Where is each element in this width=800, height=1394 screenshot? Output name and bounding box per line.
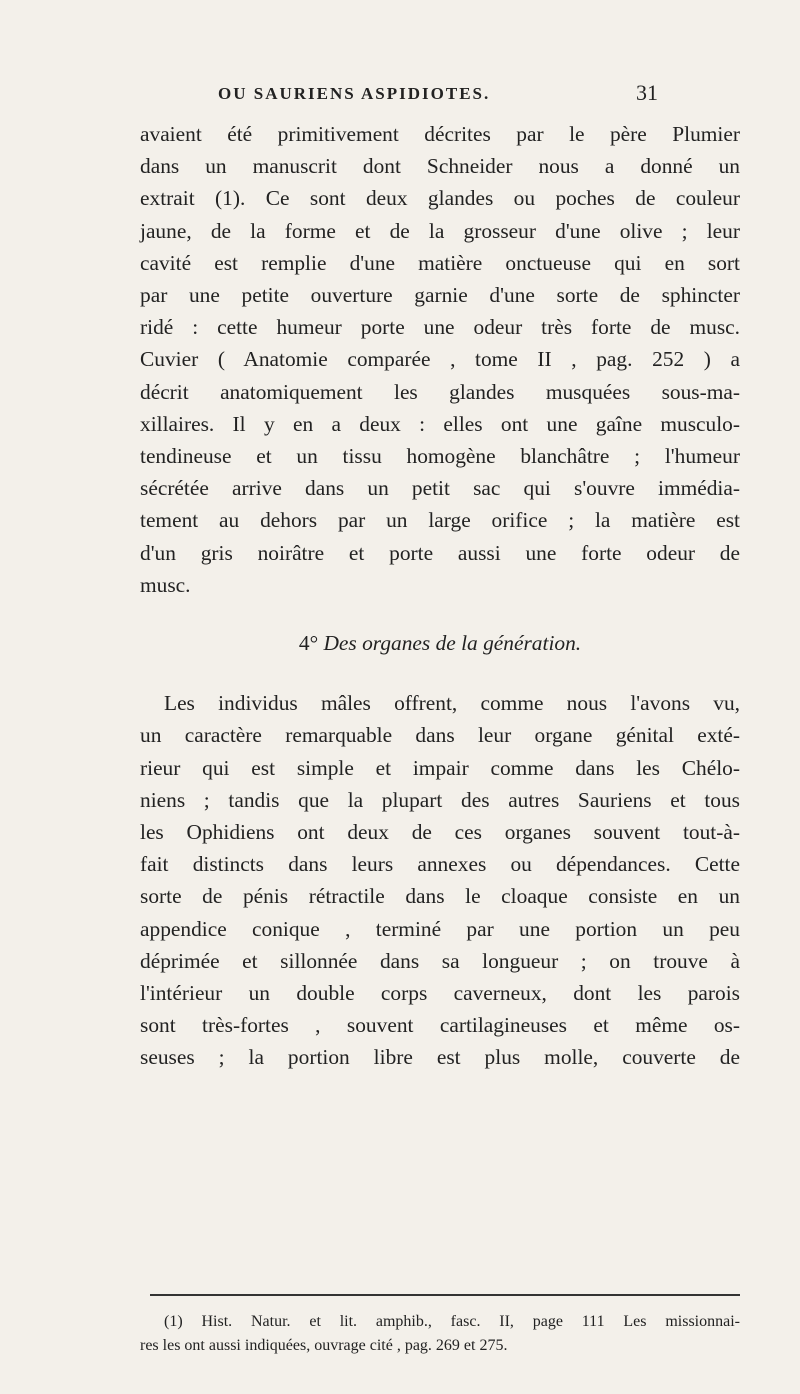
text-line: niens ; tandis que la plupart des autres Sauriens et tous [140,787,740,812]
text-line: sécrétée arrive dans un petit sac qui s'ouvre immédia- [140,476,740,501]
running-header [218,80,658,114]
text-line: Les individus mâles offrent, comme nous l'avons vu, [164,691,740,716]
section-title: Des organes de la génération. [323,631,582,656]
paragraph-generation [140,687,740,1073]
text-line: cavité est remplie d'une matière onctueuse qui en sort [140,250,740,275]
page-number: 31 [636,80,658,105]
text-line: appendice conique , terminé par une portion un peu [140,916,740,941]
section-heading [140,627,740,659]
text-line: Cuvier ( Anatomie comparée , tome II , pag. 252 ) a [140,347,740,372]
text-line: sont très-fortes , souvent cartilagineuses et même os- [140,1013,740,1038]
text-line: avaient été primitivement décrites par le père Plumier [140,122,740,146]
text-line: fait distincts dans leurs annexes ou dépendances. Cette [140,852,740,877]
main-text [140,118,740,1074]
text-line: l'intérieur un double corps caverneux, dont les parois [140,981,740,1006]
text-line: tement au dehors par un large orifice ; la matière est [140,508,740,533]
text-line: par une petite ouverture garnie d'une sorte de sphincter [140,283,740,308]
text-line: xillaires. Il y en a deux : elles ont une gaîne musculo- [140,411,740,436]
text-line: musc. [140,572,191,597]
text-line: sorte de pénis rétractile dans le cloaque consiste en un [140,884,740,909]
paragraph-glands [140,118,740,601]
text-line: seuses ; la portion libre est plus molle, couverte de [140,1045,740,1070]
text-line: dans un manuscrit dont Schneider nous a donné un [140,154,740,179]
text-line: décrit anatomiquement les glandes musquées sous-ma- [140,379,740,404]
running-title: OU SAURIENS ASPIDIOTES. [218,84,491,103]
footnote [140,1310,740,1358]
text-line: les Ophidiens ont deux de ces organes souvent tout-à- [140,820,740,845]
section-number: 4° [298,631,319,656]
text-line: ridé : cette humeur porte une odeur très forte de musc. [140,315,740,340]
footnote-line: res les ont aussi indiquées, ouvrage cité , pag. 269 et 275. [140,1337,508,1354]
footnote-divider [150,1294,740,1296]
text-line: d'un gris noirâtre et porte aussi une forte odeur de [140,540,740,565]
footnote-line: (1) Hist. Natur. et lit. amphib., fasc. II, page 111 Les missionnai- [164,1313,740,1330]
text-line: jaune, de la forme et de la grosseur d'une olive ; leur [140,218,740,243]
text-line: déprimée et sillonnée dans sa longueur ; on trouve à [140,948,740,973]
text-line: un caractère remarquable dans leur organe génital exté- [140,723,740,748]
text-line: tendineuse et un tissu homogène blanchâtre ; l'humeur [140,444,740,469]
text-line: extrait (1). Ce sont deux glandes ou poches de couleur [140,186,740,211]
text-line: rieur qui est simple et impair comme dans les Chélo- [140,755,740,780]
